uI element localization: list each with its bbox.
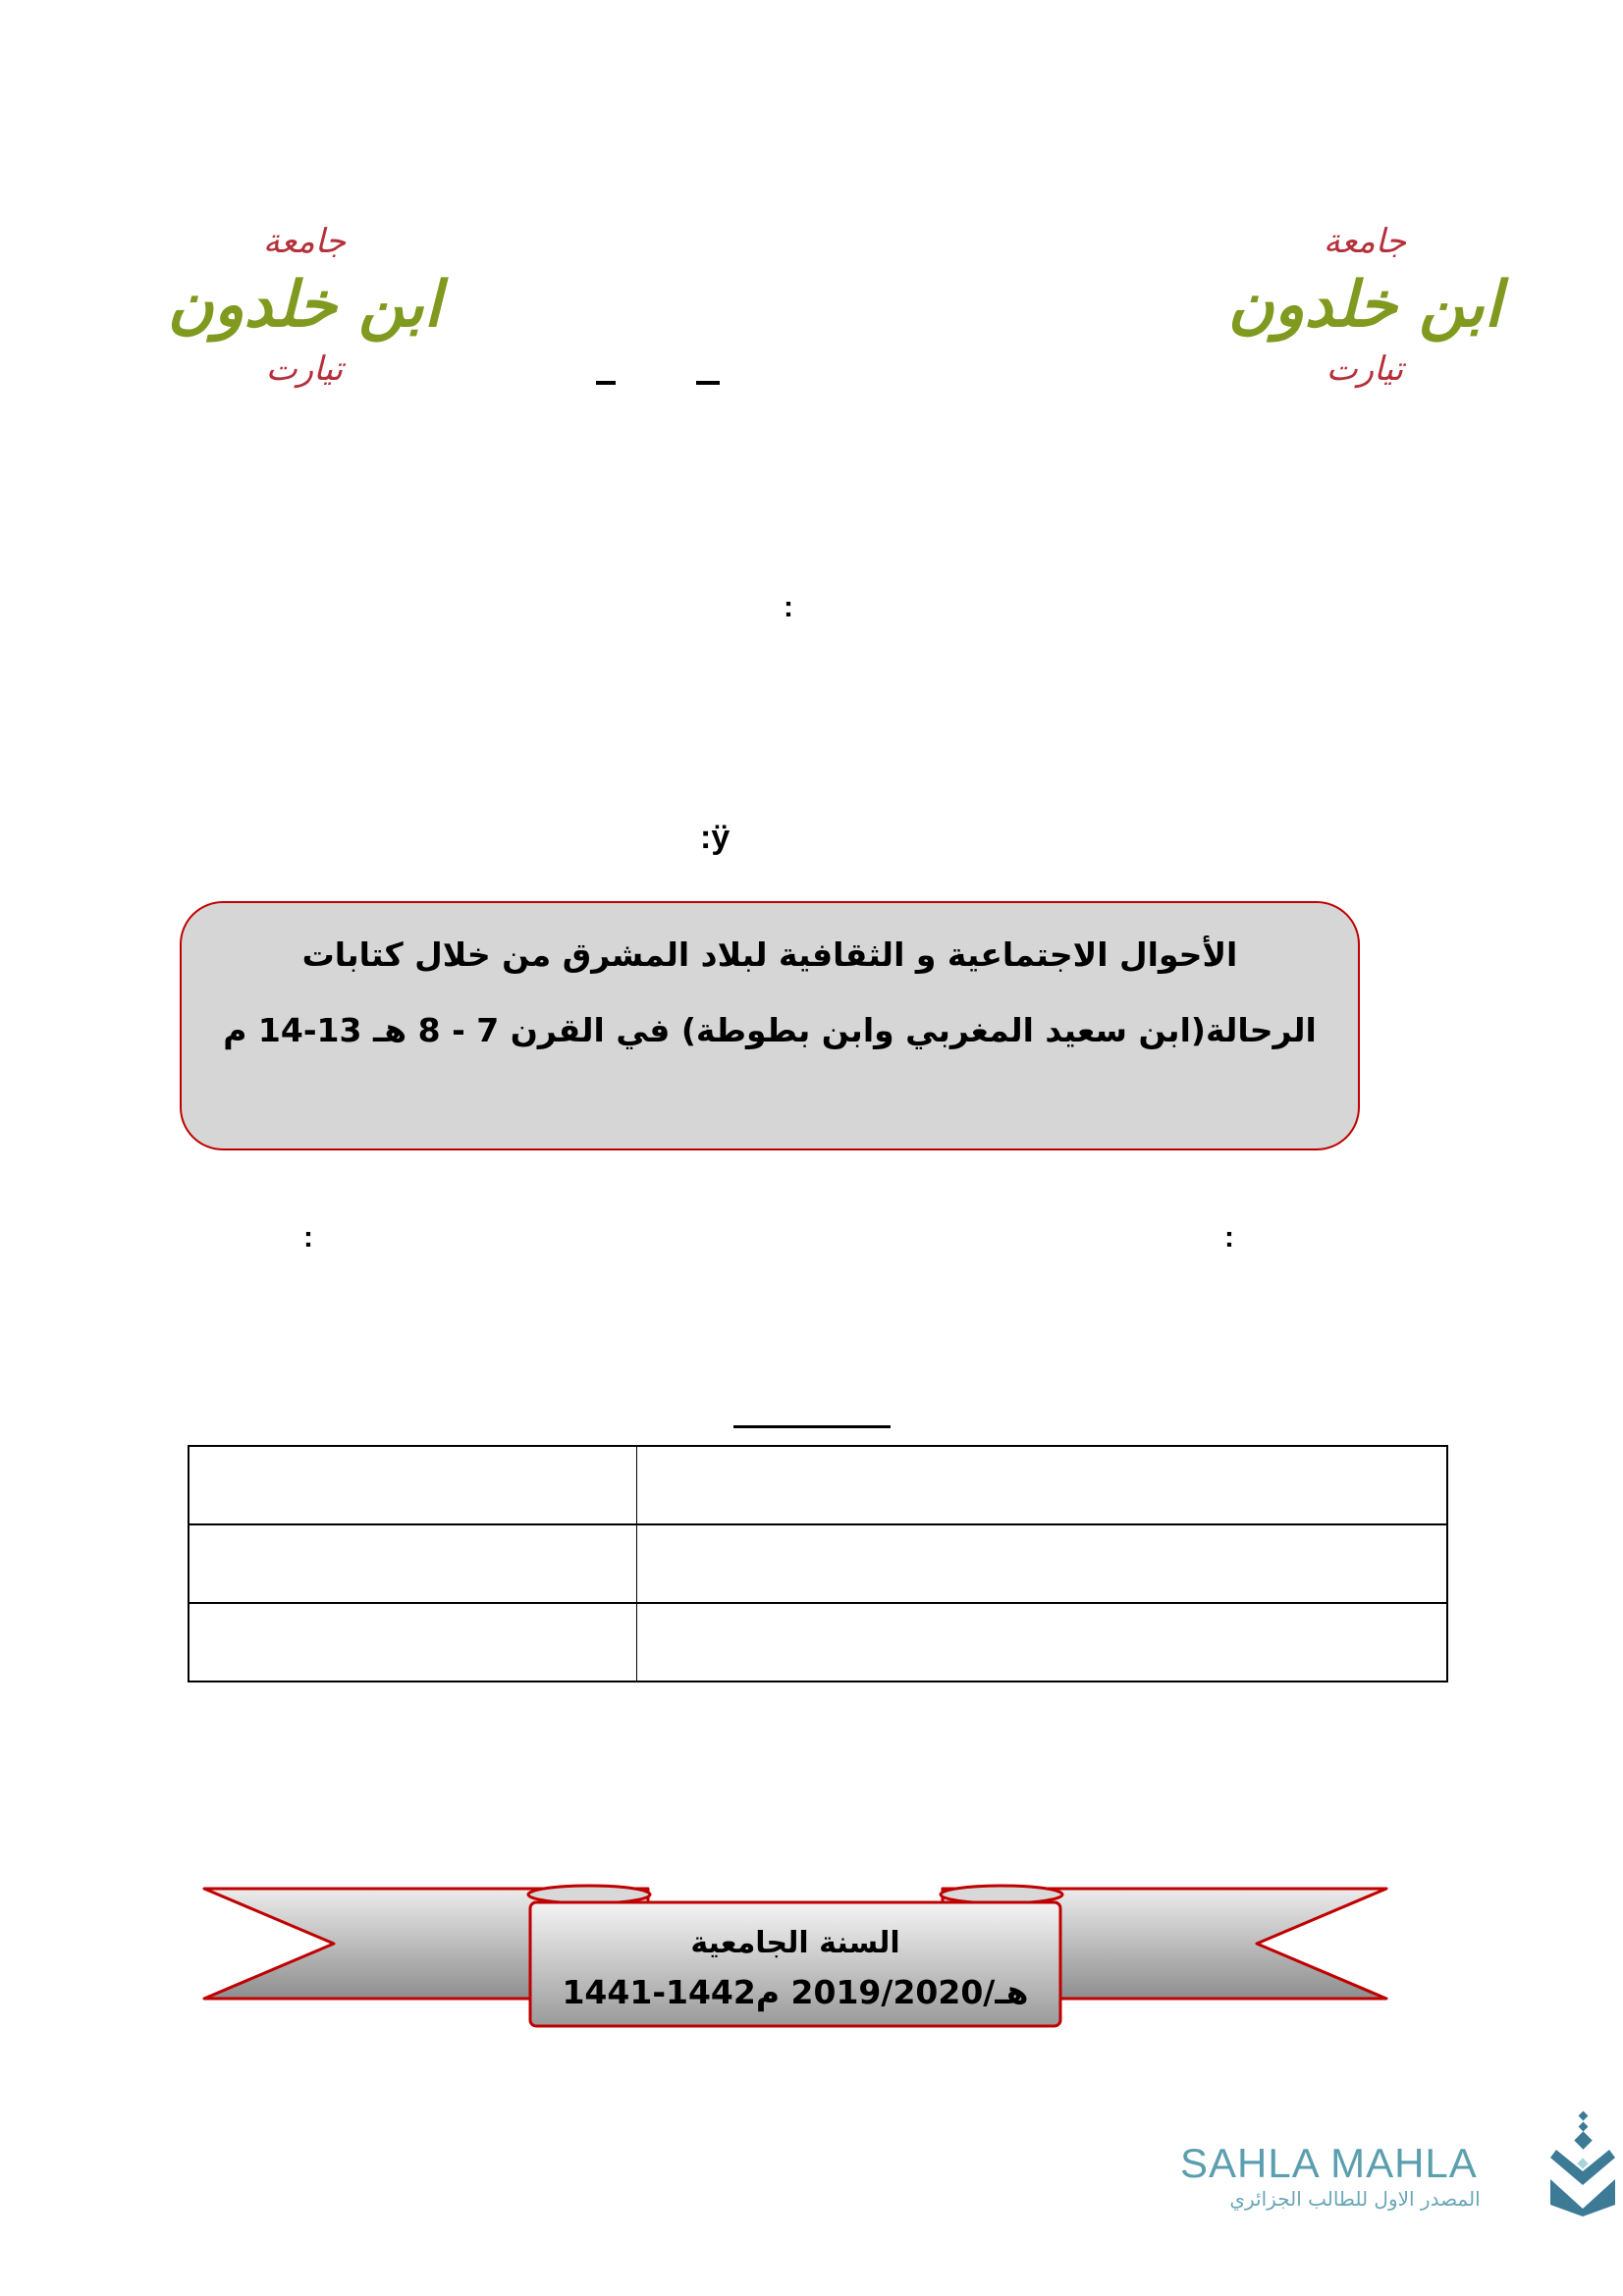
watermark-brand: SAHLA MAHLA [1180,2140,1478,2186]
logo-word-ibn-khaldoun: ابن خلدون [1227,268,1502,342]
academic-year-value: 1441-1442هـ/2019/2020 م [562,1973,1029,2011]
academic-year-label: السنة الجامعية [690,1926,900,1960]
sahla-mahla-logo-icon [1546,2110,1620,2218]
logo-word-university: جامعة [1323,222,1407,261]
university-logo-left [157,201,452,456]
thesis-title-line-2: الرحالة(ابن سعيد المغربي وابن بطوطة) في القرن 7 - 8 هـ 13-14 م [223,1011,1317,1049]
table-cell-right [637,1603,1448,1682]
table-cell-right [637,1446,1448,1524]
watermark-tagline: المصدر الاول للطالب الجزائري [1229,2187,1481,2211]
table-cell-left [189,1524,637,1603]
university-logo-right [1217,201,1512,456]
header-dash-left [596,381,616,385]
colon-label-center: : [784,591,793,623]
table-row [189,1524,1447,1603]
table-row [189,1446,1447,1524]
academic-year-text [501,1919,1090,2017]
header-dash-right [696,381,720,385]
section-underline [733,1425,891,1428]
thesis-title-box [180,901,1360,1150]
colon-label-left: : [303,1221,313,1254]
colon-label-title: :ÿ [700,819,730,856]
sahla-mahla-watermark [1168,2110,1620,2218]
colon-label-right: : [1224,1221,1234,1254]
table-cell-right [637,1524,1448,1603]
jury-table [188,1445,1448,1682]
table-cell-left [189,1446,637,1524]
logo-word-university: جامعة [262,222,347,261]
thesis-title-line-1: الأحوال الاجتماعية و الثقافية لبلاد المشرق من خلال كتابات [301,935,1238,974]
table-row [189,1603,1447,1682]
logo-word-ibn-khaldoun: ابن خلدون [167,268,442,342]
logo-word-tiaret: تيارت [265,349,344,389]
logo-word-tiaret: تيارت [1325,349,1404,389]
table-cell-left [189,1603,637,1682]
